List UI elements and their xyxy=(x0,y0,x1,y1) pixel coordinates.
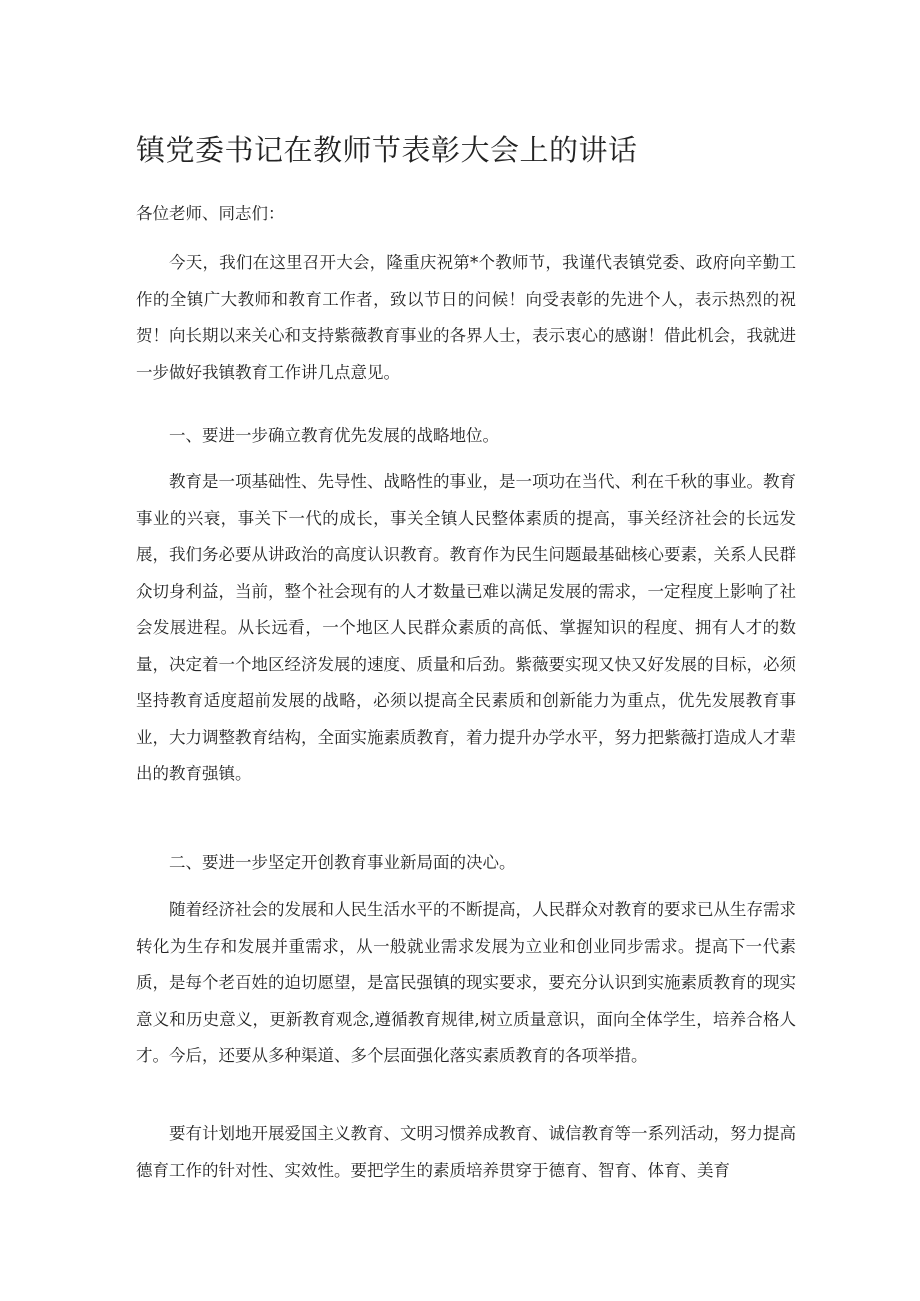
section-heading-1: 一、要进一步确立教育优先发展的战略地位。 xyxy=(169,426,499,445)
paragraph-section-1: 教育是一项基础性、先导性、战略性的事业，是一项功在当代、利在千秋的事业。教育事业的兴衰，事关下一代的成长，事关全镇人民整体素质的提高，事关经济社会的长远发展，我们务必要从讲政治的高度认识教育。教育作为民生问题最基础核心要素，关系人民群众切身利益，当前，整个社会现有的人才数量已难以满足发展的需求，一定程度上影响了社会发展进程。从长远看，一个地区人民群众素质的高低、掌握知识的程度、拥有人才的数量，决定着一个地区经济发展的速度、质量和后劲。紫薇要实现又快又好发展的目标，必须坚持教育适度超前发展的战略，必须以提高全民素质和创新能力为重点，优先发展教育事业，大力调整教育结构，全面实施素质教育，着力提升办学水平，努力把紫薇打造成人才辈出的教育强镇。 xyxy=(136,472,796,783)
salutation: 各位老师、同志们： xyxy=(136,204,285,223)
section-heading-2: 二、要进一步坚定开创教育事业新局面的决心。 xyxy=(169,853,516,872)
paragraph-section-2-continued: 要有计划地开展爱国主义教育、文明习惯养成教育、诚信教育等一系列活动，努力提高德育工作的针对性、实效性。要把学生的素质培养贯穿于德育、智育、体育、美育 xyxy=(136,1124,796,1180)
document-title: 镇党委书记在教师节表彰大会上的讲话 xyxy=(136,133,638,167)
paragraph-section-2: 随着经济社会的发展和人民生活水平的不断提高，人民群众对教育的要求已从生存需求转化为生存和发展并重需求，从一般就业需求发展为立业和创业同步需求。提高下一代素质，是每个老百姓的迫切愿望，是富民强镇的现实要求，要充分认识到实施素质教育的现实意义和历史意义，更新教育观念,遵循教育规律,树立质量意识，面向全体学生，培养合格人才。今后，还要从多种渠道、多个层面强化落实素质教育的各项举措。 xyxy=(136,900,796,1065)
paragraph-opening: 今天，我们在这里召开大会，隆重庆祝第*个教师节，我谨代表镇党委、政府向辛勤工作的全镇广大教师和教育工作者，致以节日的问候！向受表彰的先进个人，表示热烈的祝贺！向长期以来关心和支持紫薇教育事业的各界人士，表示衷心的感谢！借此机会，我就进一步做好我镇教育工作讲几点意见。 xyxy=(136,253,796,382)
